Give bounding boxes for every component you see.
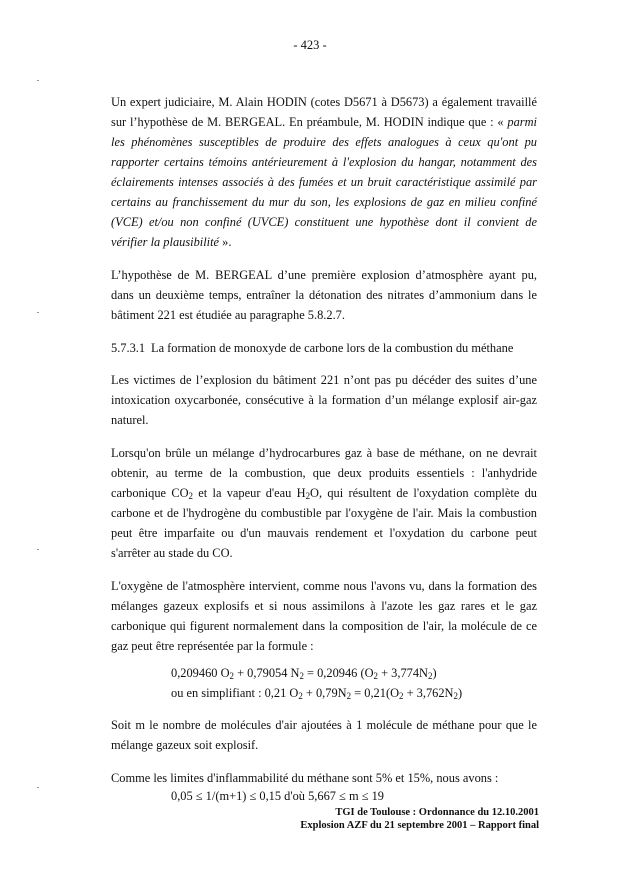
paragraph-victims: Les victimes de l’explosion du bâtiment 221 n’ont pas pu décéder des suites d’une intoxication oxycarbonée, consécutive à la formation d’un mélange explosif air-gaz naturel. bbox=[111, 373, 537, 427]
text-run: = 0,21(O bbox=[351, 686, 400, 700]
margin-mark bbox=[37, 312, 39, 313]
paragraph-oxygen: L'oxygène de l'atmosphère intervient, comme nous l'avons vu, dans la formation des mélanges gazeux explosifs et si nous assimilons à l'azote les gaz rares et le gaz carbonique qui figurent normalement dans la composition de l'air, la molécule de ce gaz peut être représentée par la formule : bbox=[111, 579, 537, 653]
section-title: La formation de monoxyde de carbone lors de la combustion du méthane bbox=[151, 341, 514, 355]
subscript: 2 bbox=[299, 671, 304, 682]
section-number: 5.7.3.1 bbox=[111, 341, 146, 355]
text-run: ) bbox=[457, 686, 463, 700]
text-run: + 0,79N bbox=[302, 686, 347, 700]
text-run: et la vapeur d'eau H bbox=[193, 486, 306, 500]
formula-block bbox=[111, 663, 537, 703]
text-run: ou en simplifiant : 0,21 O bbox=[171, 686, 299, 700]
section-heading bbox=[111, 338, 537, 358]
paragraph-hodin bbox=[111, 92, 537, 252]
text-run: = 0,20946 (O bbox=[303, 666, 374, 680]
subscript: 2 bbox=[298, 691, 303, 702]
footer bbox=[300, 806, 539, 832]
paragraph-lead: Un expert judiciaire, M. Alain HODIN (cotes D5671 à D5673) a également travaillé sur l’hypothèse de M. BERGEAL. En préambule, M. HODIN indique que : « bbox=[111, 95, 537, 129]
paragraph-tail: ». bbox=[219, 235, 232, 249]
text-run: + 3,774N bbox=[378, 666, 429, 680]
margin-mark bbox=[37, 549, 39, 550]
formula-line-1 bbox=[171, 663, 537, 683]
margin-mark bbox=[37, 80, 39, 81]
paragraph-limits: Comme les limites d'inflammabilité du méthane sont 5% et 15%, nous avons : bbox=[111, 771, 499, 785]
paragraph-molecules: Soit m le nombre de molécules d'air ajoutées à 1 molécule de méthane pour que le mélange gazeux soit explosif. bbox=[111, 718, 537, 752]
margin-mark bbox=[37, 787, 39, 788]
text-run: + 0,79054 N bbox=[233, 666, 300, 680]
footer-line-2: Explosion AZF du 21 septembre 2001 – Rapport final bbox=[300, 820, 539, 831]
subscript: 2 bbox=[229, 671, 234, 682]
subscript: 2 bbox=[373, 671, 378, 682]
quotation: parmi les phénomènes susceptibles de produire des effets analogues à ceux qu'ont pu rapporter certains témoins antérieurement à l'explosion du hangar, notamment des éclairements intenses associés à des fumées et un bruit caractéristique assimilé par certains au franchissement du mur du son, les explosions de gaz en milieu confiné (VCE) et/ou non confiné (UVCE) constituent une hypothèse dont il convient de vérifier la plausibilité bbox=[111, 115, 537, 249]
subscript: 2 bbox=[399, 691, 404, 702]
subscript: 2 bbox=[428, 671, 433, 682]
inequality: 0,05 ≤ 1/(m+1) ≤ 0,15 d'où 5,667 ≤ m ≤ 19 bbox=[171, 789, 384, 803]
paragraph-combustion bbox=[111, 443, 537, 563]
formula-line-2 bbox=[171, 683, 537, 703]
text-run: O, qui résultent de l'oxydation complète du carbone et de l'hydrogène du combustible par l'oxygène de l'air. Mais la combustion peut être imparfaite ou d'un mauvais rendement et l'oxydation du carbone peut s'arrêter au stade du CO. bbox=[111, 486, 537, 560]
subscript: 2 bbox=[305, 491, 311, 502]
footer-line-1: TGI de Toulouse : Ordonnance du 12.10.2001 bbox=[335, 807, 539, 818]
text-run: ) bbox=[432, 666, 437, 680]
document-body bbox=[111, 92, 537, 806]
subscript: 2 bbox=[188, 491, 193, 502]
text-run: Lorsqu'on brûle un mélange d’hydrocarbures gaz à base de méthane, on ne devrait obtenir, au terme de la combustion, que deux produits essentiels : l'anhydride carbonique CO bbox=[111, 446, 537, 500]
page-number: - 423 - bbox=[293, 38, 327, 52]
subscript: 2 bbox=[453, 691, 458, 702]
text-run: + 3,762N bbox=[403, 686, 454, 700]
paragraph-bergeal: L’hypothèse de M. BERGEAL d’une première explosion d’atmosphère ayant pu, dans un deuxième temps, entraîner la détonation des nitrates d’ammonium dans le bâtiment 221 est étudiée au paragraphe 5.8.2.7. bbox=[111, 268, 537, 322]
text-run: 0,209460 O bbox=[171, 666, 230, 680]
subscript: 2 bbox=[346, 691, 352, 702]
